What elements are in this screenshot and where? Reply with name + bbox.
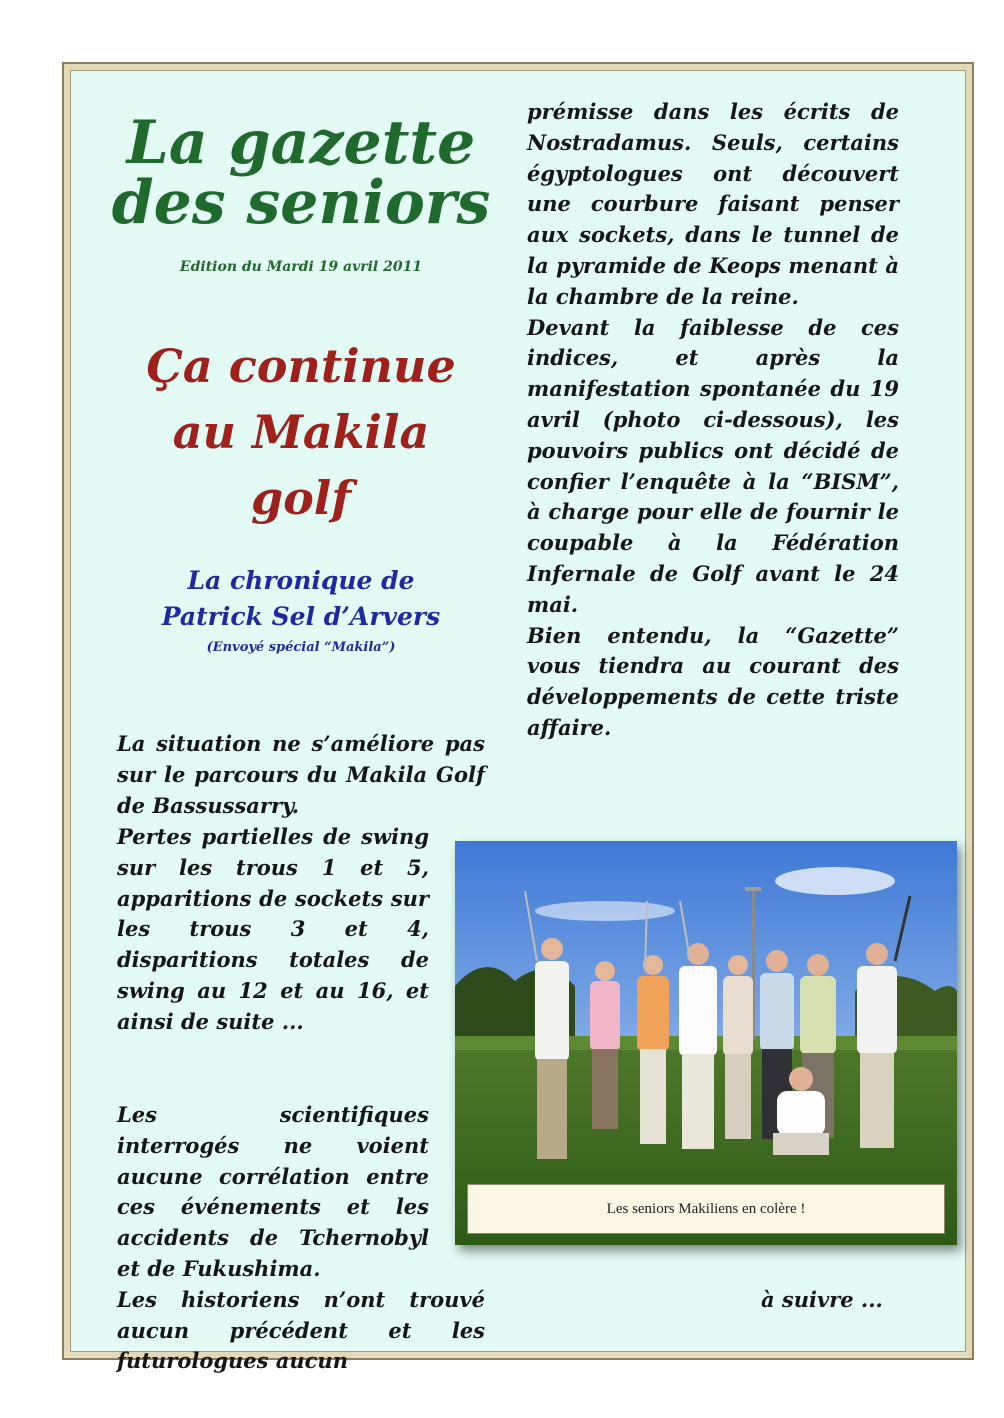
masthead-title: [111, 108, 491, 238]
masthead-title-line1: La gazette: [126, 108, 476, 178]
paragraph-text: [117, 1100, 429, 1285]
page-frame: [62, 62, 974, 1374]
headline: [101, 333, 501, 531]
article-left-paragraph-2: [117, 822, 429, 1038]
byline: [111, 563, 491, 635]
headline-line2: au Makila: [172, 405, 430, 459]
group-photo: [455, 841, 957, 1245]
byline-envoye: (Envoyé spécial “Makila”): [206, 640, 396, 655]
article-left-paragraph-1: [117, 729, 485, 821]
edition-date: Edition du Mardi 19 avril 2011: [179, 259, 423, 275]
byline-author: Patrick Sel d’Arvers: [161, 602, 441, 631]
paragraph-text: Pertes partielles de swing sur les trous 1 et 5, apparitions de sockets sur les trous 3 et 4, disparitions totales de swing au 12 et au 16, et ainsi de suite ...: [117, 824, 429, 1034]
article-right-column: [527, 97, 899, 744]
masthead-title-line2: des seniors: [111, 168, 491, 238]
paragraph-text: prémisse dans les écrits de Nostradamus. Seuls, certains égyptologues ont découvert une courbure faisant penser aux sockets, dans le tunnel de la pyramide de Keops menant à la chambre de la reine.: [527, 99, 899, 309]
paragraph-text: La situation ne s’améliore pas sur le parcours du Makila Golf de Bassussarry.: [117, 731, 485, 818]
paragraph-text: Bien entendu, la “Gazette” vous tiendra au courant des développements de cette triste affaire.: [527, 622, 899, 740]
headline-line1: Ça continue: [146, 339, 456, 393]
page-sheet: [70, 70, 966, 1374]
paragraph-text-part: Les scientifiques interrogés ne voient aucune corrélation entre ces événements et les accidents de Tchernobyl et de Fukushima.: [117, 1102, 429, 1281]
photo-caption: Les seniors Makiliens en colère !: [467, 1184, 945, 1234]
headline-line3: golf: [250, 471, 352, 525]
byline-line1: La chronique de: [187, 566, 415, 595]
paragraph-text: Devant la faiblesse de ces indices, et après la manifestation spontanée du 19 avril (photo ci-dessous), les pouvoirs publics ont décidé de confier l’enquête à la “BISM”, à charge pour elle de fournir le coupable à la Fédération Infernale de Golf avant le 24 mai.: [527, 314, 899, 617]
paragraph-text: Les historiens n’ont trouvé aucun précédent et les futurologues aucun: [117, 1286, 485, 1374]
to-be-continued: à suivre ...: [761, 1287, 883, 1312]
article-left-paragraph-3: [117, 1100, 485, 1377]
